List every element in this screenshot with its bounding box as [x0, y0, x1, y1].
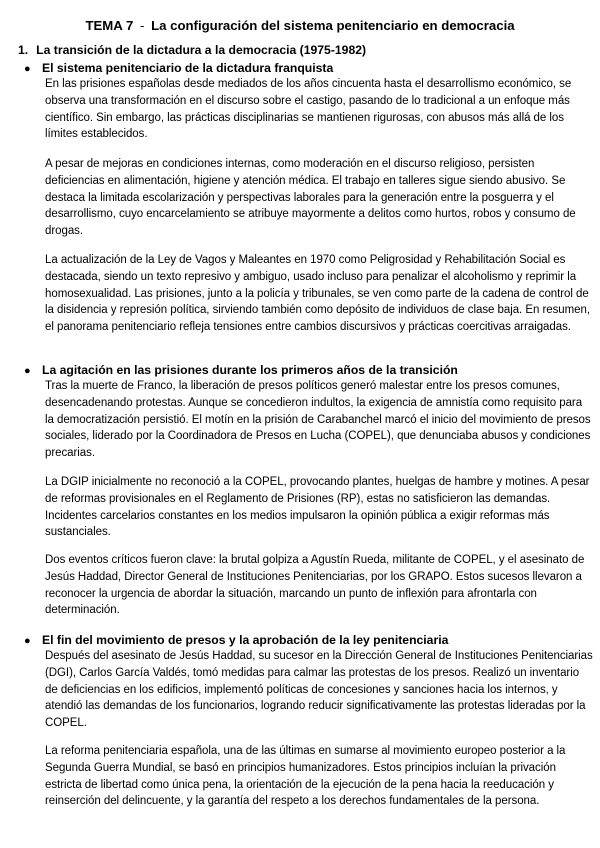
section-title: La transición de la dictadura a la democracia (1975-1982) — [36, 43, 367, 57]
subsection-title: El fin del movimiento de presos y la aprobación de la ley penitenciaria — [42, 633, 449, 647]
paragraph: Dos eventos críticos fueron clave: la brutal golpiza a Agustín Rueda, militante de COPEL, y el asesinato de Jesús Haddad, Director General de Instituciones Penitenciarias, por los GRAPO. Estos sucesos llevaron a reconocer la urgencia de abordar la situación, marcando un punto de inflexión para afrontarla con determinación. — [45, 554, 585, 617]
page-title — [0, 18, 600, 34]
section-number: 1. — [18, 43, 29, 57]
bullet-icon: ● — [24, 635, 31, 647]
subsection-title: El sistema penitenciario de la dictadura franquista — [42, 61, 334, 75]
paragraph: La actualización de la Ley de Vagos y Maleantes en 1970 como Peligrosidad y Rehabilitación Social es destacada, siendo un texto represivo y ambiguo, usado incluso para penalizar el alcoholismo y reprimir la homosexualidad. Las prisiones, junto a la policía y tribunales, se ven como parte de la cadena de control de la disidencia y represión política, sirviendo también como depósito de individuos de clase baja. En resumen, el panorama penitenciario refleja tensiones entre cambios discursivos y prácticas coercitivas arraigadas. — [45, 254, 590, 334]
paragraph: Después del asesinato de Jesús Haddad, su sucesor en la Dirección General de Instituciones Penitenciarias (DGI), Carlos García Valdés, tomó medidas para calmar las protestas de los presos. Realizó un inventario de deficiencias en los edificios, implementó políticas de concesiones y sanciones hacia los internos, y atendió las demandas de los funcionarios, logrando reducir significativamente las protestas lideradas por la COPEL. — [45, 650, 593, 730]
title-dash: - — [139, 18, 145, 33]
subsection-heading-3 — [24, 632, 448, 649]
title-number: TEMA 7 — [85, 18, 134, 33]
bullet-icon: ● — [24, 63, 31, 75]
paragraph: En las prisiones españolas desde mediados de los años cincuenta hasta el desarrollismo económico, se observa una transformación en el discurso sobre el castigo, pasando de lo tradicional a un enfoque más científico. Sin embargo, las prácticas disciplinarias se mantienen rigurosas, con abusos más allá de los límites establecidos. — [45, 78, 572, 141]
section-heading — [18, 42, 366, 58]
paragraph: La reforma penitenciaria española, una de las últimas en sumarse al movimiento europeo posterior a la Segunda Guerra Mundial, se basó en principios humanizadores. Estos principios incluían la privación estricta de libertad como única pena, la orientación de la ejecución de la pena hacia la reeducación y reinserción del delincuente, y la garantía del respeto a los derechos fundamentales de la persona. — [45, 745, 566, 808]
subsection-heading-2 — [24, 362, 458, 379]
title-text: La configuración del sistema penitenciario en democracia — [151, 18, 515, 33]
subsection-title: La agitación en las prisiones durante los primeros años de la transición — [42, 363, 458, 377]
bullet-icon: ● — [24, 365, 31, 377]
paragraph: La DGIP inicialmente no reconoció a la COPEL, provocando plantes, huelgas de hambre y motines. A pesar de reformas provisionales en el Reglamento de Prisiones (RP), estas no satisficieron las demandas. Incidentes carcelarios constantes en los medios impulsaron la opinión pública a exigir reformas más sustanciales. — [45, 476, 590, 539]
subsection-heading-1 — [24, 60, 333, 77]
paragraph: A pesar de mejoras en condiciones internas, como moderación en el discurso religioso, persisten deficiencias en alimentación, higiene y atención médica. El trabajo en talleres sigue siendo abusivo. Se destaca la limitada escolarización y perspectivas laborales para la generación entre la posguerra y el desarrollismo, cuyo encarcelamiento se atribuye mayormente a delitos como hurtos, robos y consumo de drogas. — [45, 158, 576, 238]
paragraph: Tras la muerte de Franco, la liberación de presos políticos generó malestar entre los presos comunes, desencadenando protestas. Aunque se concedieron indultos, la exigencia de amnistía como requisito para la democratización persistió. El motín en la prisión de Carabanchel marcó el inicio del movimiento de presos sociales, liderado por la Coordinadora de Presos en Lucha (COPEL), que denunciaba abusos y condiciones precarias. — [45, 380, 591, 460]
